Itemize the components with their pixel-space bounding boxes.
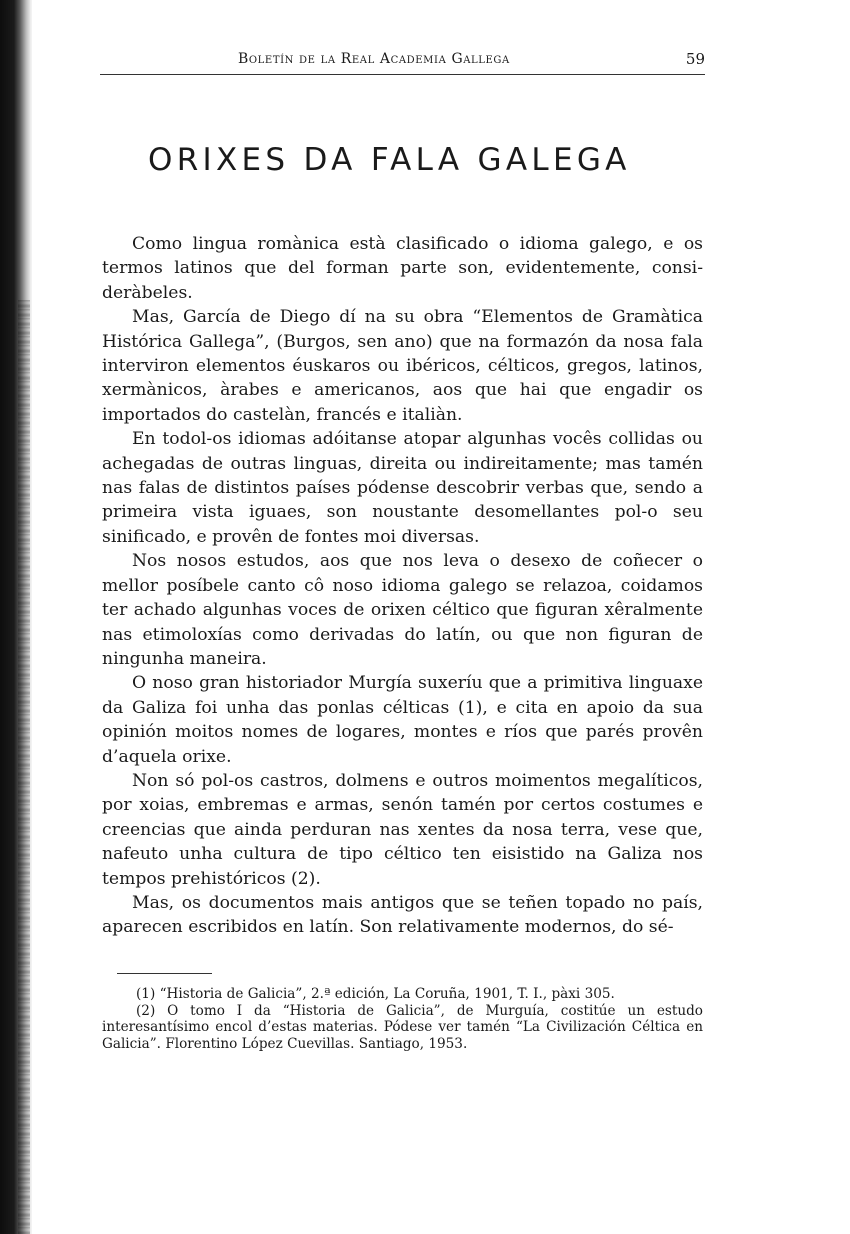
paragraph: Non só pol-os castros, dolmens e outros moimentos megalíticos, por xoias, embremas e armas, senón tamén por certos costumes e creencias que ainda perduran nas xentes da nosa terra, vese que, nafeuto unha cultura de tipo céltico ten eisistido na Galiza nos tempos prehistóricos (2).: [102, 770, 703, 889]
running-header: [100, 48, 705, 75]
paragraph: O noso gran historiador Murgía suxeríu que a primitiva linguaxe da Galiza foi unha das ponlas célticas (1), e cita en apoio da sua opinión moitos nomes de logares, montes e ríos que parés provên d’aquela orixe.: [102, 673, 703, 767]
page-number: 59: [685, 50, 705, 68]
article-title: ORIXES DA FALA GALEGA: [148, 142, 631, 178]
article-body: [102, 232, 703, 940]
page-binding-edge: [0, 0, 32, 1234]
paragraph: Mas, os documentos mais antigos que se teñen topado no país, aparecen escribidos en latín. Son relativamente modernos, do sé-: [102, 892, 703, 938]
paragraph: En todol-os idiomas adóitanse atopar algunhas vocês collidas ou achegadas de outras linguas, direita ou indireitamente; mas tamén nas falas de distintos países pódense descobrir verbas que, sendo a primeira vista iguaes, son noustante desomellantes pol-o seu sinificado, e provên de fontes moi diversas.: [102, 429, 703, 547]
footnote: (1) “Historia de Galicia”, 2.ª edición, La Coruña, 1901, T. I., pàxi 305.: [136, 986, 615, 1002]
running-title: Boletín de la Real Academia Gallega: [238, 51, 510, 67]
footnote-divider: [117, 973, 212, 974]
paragraph: Nos nosos estudos, aos que nos leva o desexo de coñecer o mellor posíbele canto cô noso idioma galego se relazoa, coidamos ter achado algunhas voces de orixen céltico que figuran xêralmente nas etimoloxías como derivadas do latín, ou que non figuran de ningunha maneira.: [102, 551, 703, 669]
paragraph: Como lingua romànica està clasificado o idioma galego, e os termos latinos que del forman parte son, evidentemente, consideràbeles.: [102, 234, 703, 303]
footnote: (2) O tomo I da “Historia de Galicia”, de Murguía, costitúe un estudo interesantísimo encol d’estas materias. Pódese ver tamén “La Civilización Céltica en Galicia”. Florentino López Cuevillas. Santiago, 1953.: [102, 1002, 703, 1052]
paragraph: Mas, García de Diego dí na su obra “Elementos de Gramàtica Histórica Gallega”, (Burgos, sen ano) que na formazón da nosa fala interviron elementos éuskaros ou ibéricos, célticos, gregos, latinos, xermànicos, àrabes e americanos, aos que hai que engadir os importados do castelàn, francés e italiàn.: [102, 307, 703, 425]
footnotes: [102, 986, 703, 1052]
